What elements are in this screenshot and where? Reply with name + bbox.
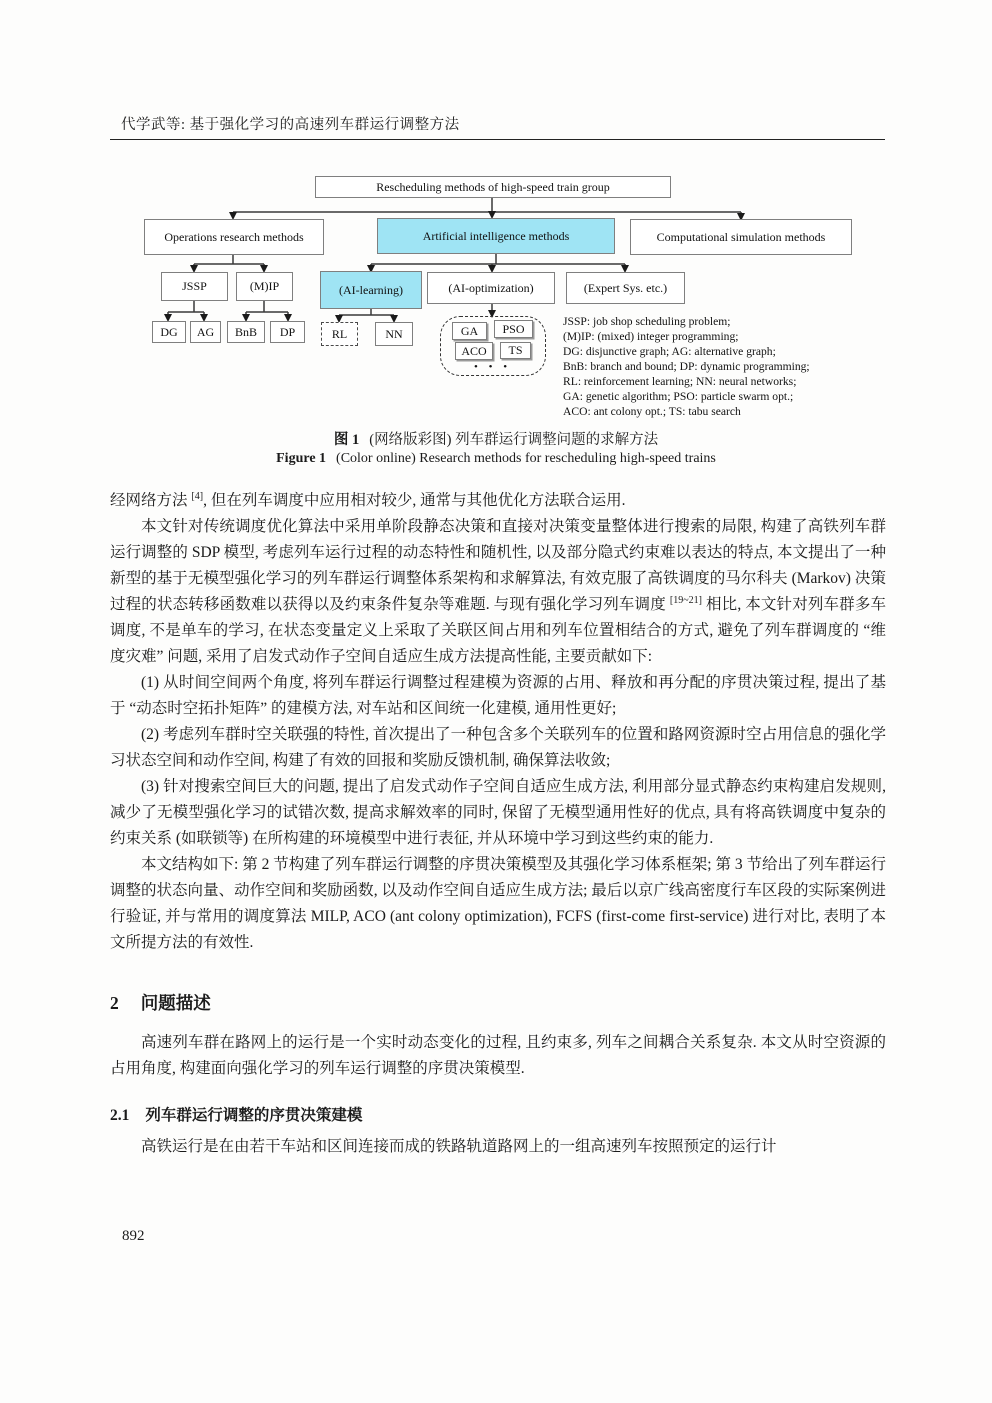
node-ai-optimization: (AI-optimization) <box>427 272 555 304</box>
legend-line: RL: reinforcement learning; NN: neural networks; <box>563 375 797 388</box>
legend-line: (M)IP: (mixed) integer programming; <box>563 330 739 343</box>
legend-line: DG: disjunctive graph; AG: alternative graph; <box>563 345 776 358</box>
figure-caption-zh <box>0 428 992 449</box>
running-header: 代学武等: 基于强化学习的高速列车群运行调整方法 <box>121 117 460 133</box>
paragraph <box>110 514 886 670</box>
text-column <box>110 488 886 1160</box>
node-dg: DG <box>152 321 186 343</box>
legend-line: GA: genetic algorithm; PSO: particle swarm opt.; <box>563 390 794 403</box>
paragraph-structure: 本文结构如下: 第 2 节构建了列车群运行调整的序贯决策模型及其强化学习体系框架; 第 3 节给出了列车群运行调整的状态向量、动作空间和奖励函数, 以及动作空间自适应生成方法; 最后以京广线高密度行车区段的实际案例进行验证, 并与常用的调度算法 MILP, ACO (ant colony optimization), FCFS (first-come first-service) 进行对比, 表明了本文所提方法的有效性. <box>110 856 886 951</box>
node-operations-research: Operations research methods <box>144 219 324 255</box>
node-root: Rescheduling methods of high-speed train group <box>315 176 671 198</box>
legend-line: BnB: branch and bound; DP: dynamic programming; <box>563 360 810 373</box>
ellipsis-dots: • • • <box>474 361 512 373</box>
legend-line: ACO: ant colony opt.; TS: tabu search <box>563 405 741 418</box>
contribution-item-2: (2) 考虑列车群时空关联强的特性, 首次提出了一种包含多个关联列车的位置和路网资源时空占用信息的强化学习状态空间和动作空间, 构建了有效的回报和奖励反馈机制, 确保算法收敛; <box>110 726 886 769</box>
figure-1-diagram <box>0 158 992 478</box>
figure-caption-zh-text: (网络版彩图) 列车群运行调整问题的求解方法 <box>369 432 659 448</box>
node-ts: TS <box>500 342 531 359</box>
node-ag: AG <box>190 321 221 343</box>
node-rl: RL <box>321 322 358 346</box>
node-computational-simulation: Computational simulation methods <box>630 219 852 255</box>
section-2-1-heading <box>110 1102 886 1130</box>
figure-caption-zh-label: 图 1 <box>333 432 360 448</box>
node-aco: ACO <box>455 342 493 360</box>
node-jssp: JSSP <box>161 272 228 301</box>
node-mip: (M)IP <box>236 272 293 301</box>
paragraph: 高铁运行是在由若干车站和区间连接而成的铁路轨道路网上的一组高速列车按照预定的运行计 <box>141 1138 777 1155</box>
citation-ref: [19~21] <box>669 594 702 606</box>
figure-caption-en-label: Figure 1 <box>276 451 327 466</box>
section-2-heading <box>110 988 886 1018</box>
figure-caption-en-text: (Color online) Research methods for rescheduling high-speed trains <box>336 451 716 466</box>
contribution-item-1: (1) 从时间空间两个角度, 将列车群运行调整过程建模为资源的占用、释放和再分配的序贯决策过程, 提出了基于 “动态时空拓扑矩阵” 的建模方法, 对车站和区间统一化建模, 通用性更好; <box>110 674 886 717</box>
node-ga: GA <box>452 322 487 340</box>
legend-line: JSSP: job shop scheduling problem; <box>563 315 731 328</box>
subsection-title: 列车群运行调整的序贯决策建模 <box>145 1107 363 1124</box>
citation-ref: [4] <box>191 490 204 502</box>
figure-caption-en <box>0 451 992 467</box>
contribution-item-3: (3) 针对搜索空间巨大的问题, 提出了启发式动作子空间自适应生成方法, 利用部分显式静态约束构建启发规则, 减少了无模型强化学习的试错次数, 提高求解效率的同时, 保留了无模型通用性好的优点, 具有将高铁调度中复杂的约束关系 (如联锁等) 在所构建的环境模型中进行表征, 并从环境中学习到这些约束的能力. <box>110 778 886 847</box>
header-rule <box>110 139 885 140</box>
section-title: 问题描述 <box>140 993 211 1013</box>
subsection-number: 2.1 <box>110 1107 130 1124</box>
paragraph-text: 相比, 本文针对列车群多车调度, 不是单车的学习, 在状态变量定义上采取了关联区间占用和列车位置相结合的方式, 避免了列车群调度的 “维度灾难” 问题, 采用了启发式动作子空间自适应生成方法提高性能, 主要贡献如下: <box>110 596 886 665</box>
node-bnb: BnB <box>227 321 265 343</box>
node-dp: DP <box>270 321 305 343</box>
node-ai-learning: (AI-learning) <box>320 271 422 309</box>
section-number: 2 <box>110 993 119 1013</box>
node-artificial-intelligence: Artificial intelligence methods <box>377 218 615 254</box>
figure-legend <box>563 314 810 419</box>
node-pso: PSO <box>494 320 533 338</box>
paragraph-continuation <box>110 488 886 514</box>
paragraph-text: , 但在列车调度中应用相对较少, 通常与其他优化方法联合运用. <box>203 492 626 509</box>
paragraph-text: 经网络方法 <box>110 492 192 509</box>
paragraph-text: 本文针对传统调度优化算法中采用单阶段静态决策和直接对决策变量整体进行搜索的局限, 构建了高铁列车群运行调整的 SDP 模型, 考虑列车运行过程的动态特性和随机性, 以及部分隐式约束难以表达的特点, 本文提出了一种新型的基于无模型强化学习的列车群运行调整体系架构和求解算法, 有效克服了高铁调度的马尔科夫 (Markov) 决策过程的状态转移函数难以获得以及约束条件复杂等难题. 与现有强化学习列车调度 <box>110 518 886 613</box>
page-number: 892 <box>122 1228 145 1244</box>
node-nn: NN <box>375 322 413 346</box>
paragraph: 高速列车群在路网上的运行是一个实时动态变化的过程, 且约束多, 列车之间耦合关系复杂. 本文从时空资源的占用角度, 构建面向强化学习的列车运行调整的序贯决策模型. <box>110 1034 886 1077</box>
node-expert-systems: (Expert Sys. etc.) <box>566 272 685 304</box>
